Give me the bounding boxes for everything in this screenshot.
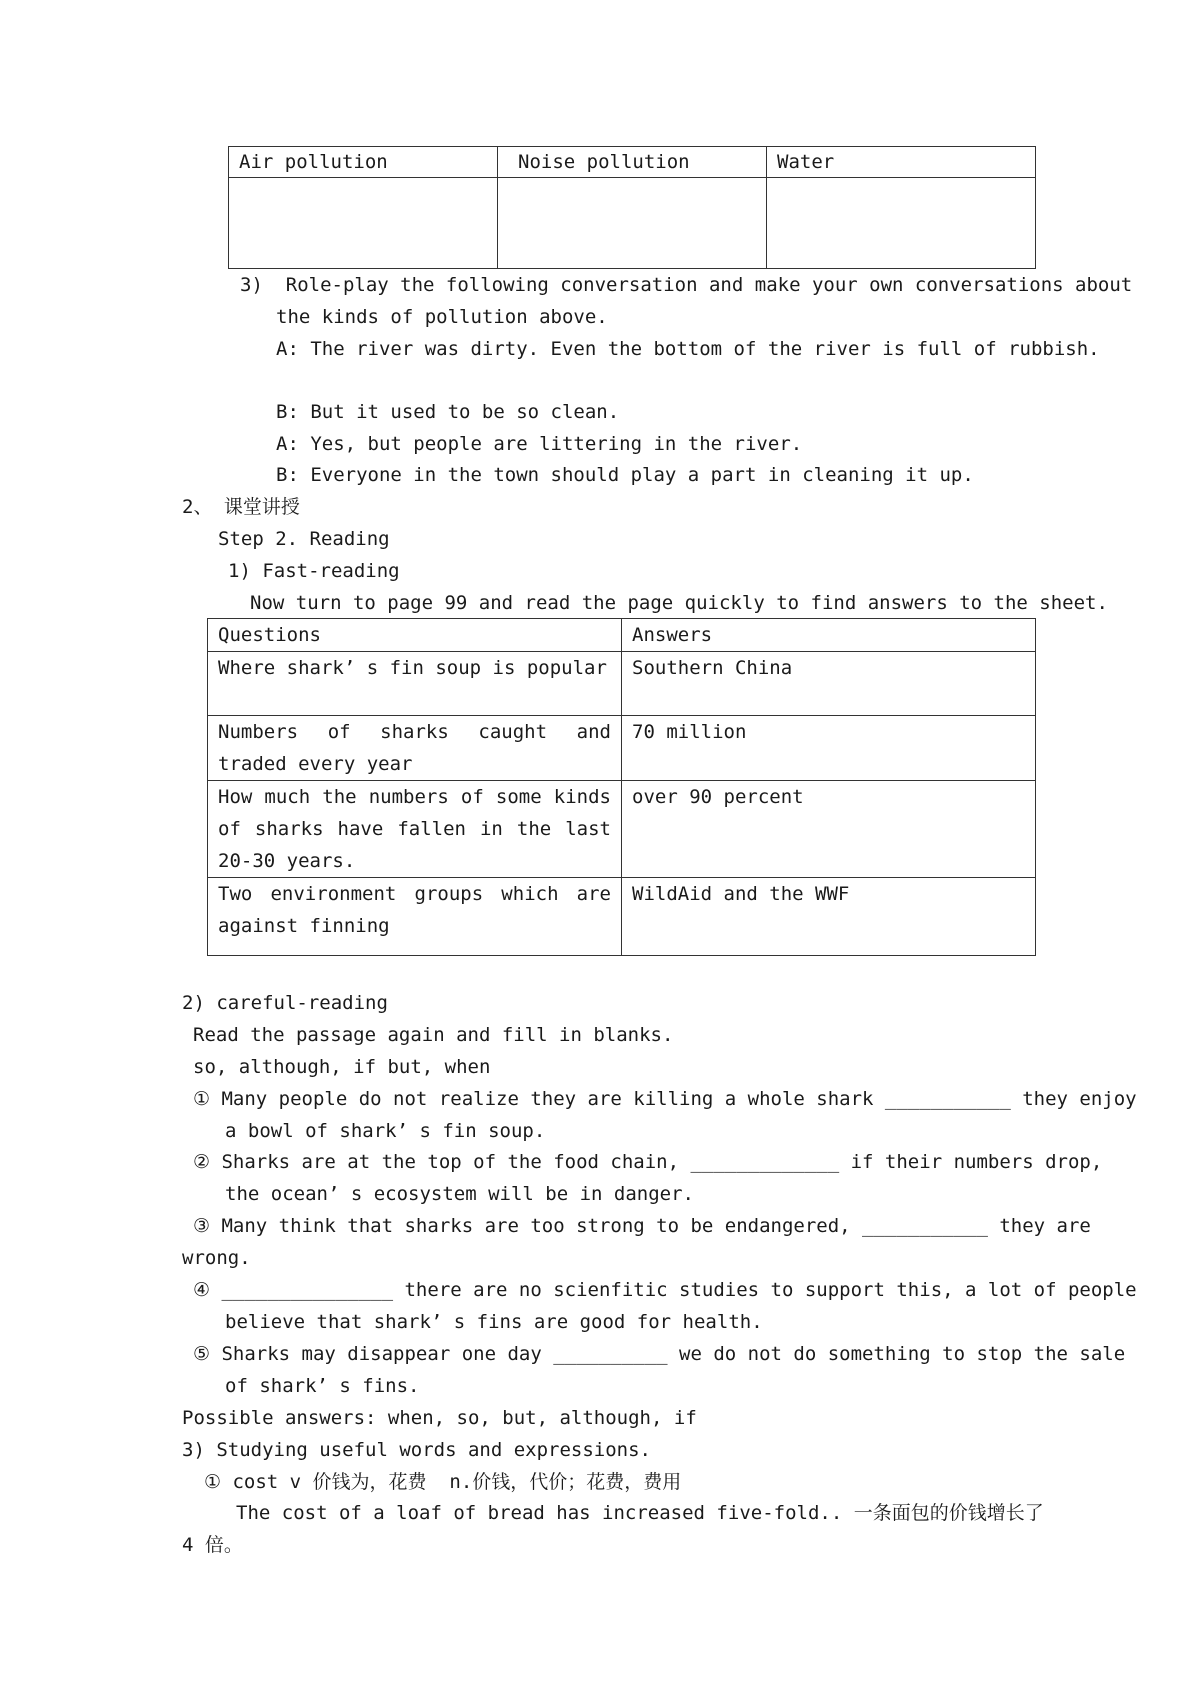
answer-cell: Southern China bbox=[622, 652, 1036, 716]
question-cell: Numbers of sharks caught and traded every year bbox=[208, 716, 622, 781]
instruction-text: Read the passage again and fill in blanks. bbox=[193, 1024, 674, 1046]
table-row bbox=[208, 781, 1036, 878]
blank-item-cont: a bowl of shark’ s fin soup. bbox=[225, 1120, 546, 1142]
table-header-cell: Air pollution bbox=[229, 147, 498, 178]
blank-item: ⑤ Sharks may disappear one day __________ we do not do something to stop the sale bbox=[193, 1343, 1126, 1365]
table-row bbox=[208, 878, 1036, 956]
dialogue-line: B: Everyone in the town should play a part in cleaning it up. bbox=[276, 464, 974, 486]
table-header-cell: Answers bbox=[622, 619, 1036, 652]
blank-item: ② Sharks are at the top of the food chain, _____________ if their numbers drop, bbox=[193, 1151, 1103, 1173]
answer-cell: WildAid and the WWF bbox=[622, 878, 1036, 956]
dialogue-line: A: The river was dirty. Even the bottom of the river is full of rubbish. bbox=[276, 338, 1100, 360]
blank-item-cont: the ocean’ s ecosystem will be in danger. bbox=[225, 1183, 694, 1205]
table-cell bbox=[767, 178, 1036, 269]
example-sentence: The cost of a loaf of bread has increased five-fold.. 一条面包的价钱增长了 bbox=[236, 1502, 1044, 1524]
blank-item: ① Many people do not realize they are killing a whole shark ___________ they enjoy bbox=[193, 1088, 1137, 1110]
blank-item-cont: of shark’ s fins. bbox=[225, 1375, 420, 1397]
subsection-title: 3) Studying useful words and expressions. bbox=[182, 1439, 651, 1461]
blank-item-cont: believe that shark’ s fins are good for health. bbox=[225, 1311, 763, 1333]
blank-item: ④ _______________ there are no scienfitic studies to support this, a lot of people bbox=[193, 1279, 1137, 1301]
roleplay-instruction: 3) Role-play the following conversation and make your own conversations about bbox=[240, 274, 1133, 296]
subsection-title: 1) Fast-reading bbox=[228, 560, 400, 582]
subsection-title: 2) careful-reading bbox=[182, 992, 388, 1014]
example-sentence-cont: 4 倍。 bbox=[182, 1534, 243, 1556]
qa-table bbox=[207, 618, 1036, 956]
possible-answers: Possible answers: when, so, but, although, if bbox=[182, 1407, 697, 1429]
table-header-cell: Questions bbox=[208, 619, 622, 652]
table-row bbox=[208, 652, 1036, 716]
table-row bbox=[208, 716, 1036, 781]
answer-cell: over 90 percent bbox=[622, 781, 1036, 878]
blank-item: ③ Many think that sharks are too strong to be endangered, ___________ they are bbox=[193, 1215, 1091, 1237]
section-heading: 2、 课堂讲授 bbox=[182, 496, 300, 518]
vocab-entry: ① cost v 价钱为，花费 n.价钱，代价；花费，费用 bbox=[204, 1471, 682, 1493]
step-heading: Step 2. Reading bbox=[218, 528, 390, 550]
word-options: so, although, if but, when bbox=[193, 1056, 491, 1078]
instruction-text: Now turn to page 99 and read the page quickly to find answers to the sheet. bbox=[250, 592, 1108, 614]
answer-cell: 70 million bbox=[622, 716, 1036, 781]
table-header-cell: Water bbox=[767, 147, 1036, 178]
table-header-cell: Noise pollution bbox=[498, 147, 767, 178]
table-cell bbox=[229, 178, 498, 269]
pollution-table bbox=[228, 146, 1036, 269]
dialogue-line: B: But it used to be so clean. bbox=[276, 401, 620, 423]
table-cell bbox=[498, 178, 767, 269]
roleplay-instruction-cont: the kinds of pollution above. bbox=[276, 306, 608, 328]
blank-item-cont: wrong. bbox=[182, 1247, 251, 1269]
question-cell: How much the numbers of some kinds of sharks have fallen in the last 20-30 years. bbox=[208, 781, 622, 878]
dialogue-line: A: Yes, but people are littering in the river. bbox=[276, 433, 803, 455]
question-cell: Where shark’ s fin soup is popular bbox=[208, 652, 622, 716]
question-cell: Two environment groups which are against finning bbox=[208, 878, 622, 956]
